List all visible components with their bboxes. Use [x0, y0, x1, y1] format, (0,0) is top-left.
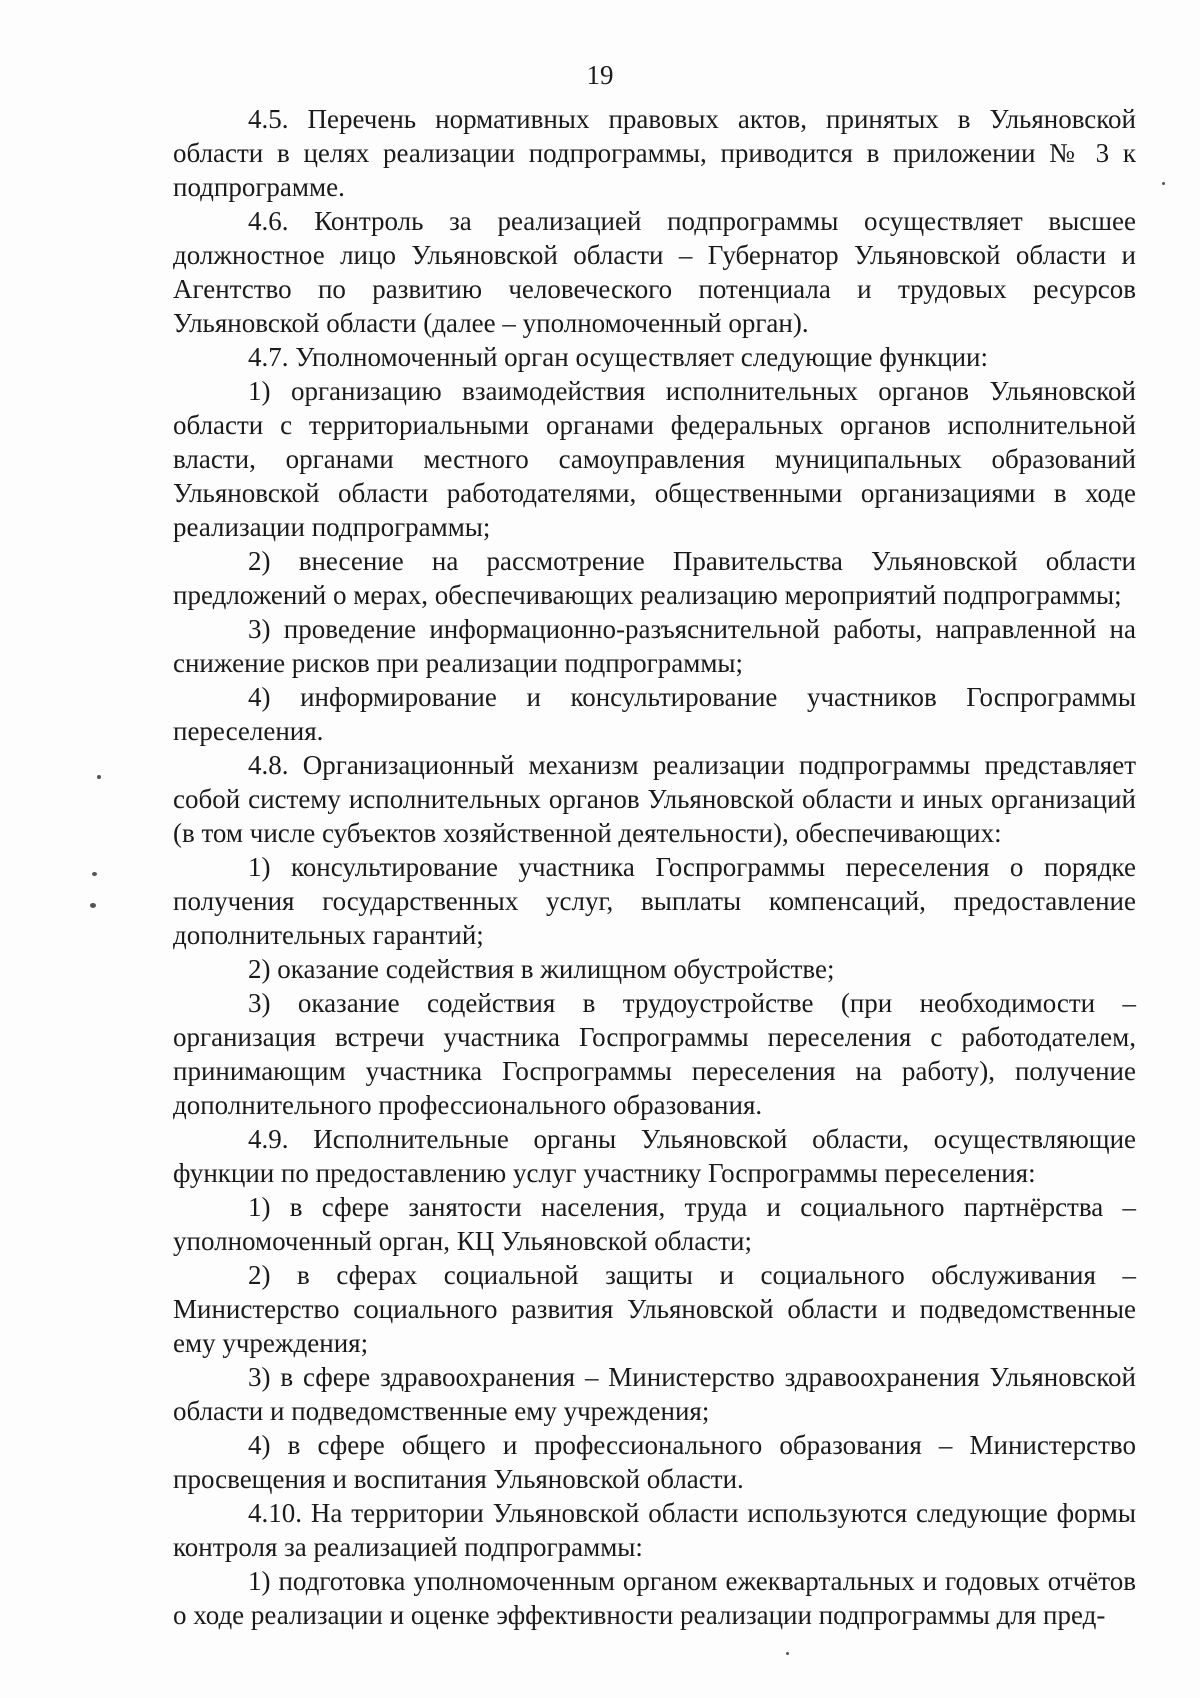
paragraph-4-10: 4.10. На территории Ульяновской области используются следующие формы контроля за реализацией подпрограммы:: [173, 1498, 1136, 1562]
scan-speck: [90, 903, 96, 908]
scan-speck: [92, 872, 97, 876]
scan-speck: [1162, 182, 1165, 185]
page-number: 19: [586, 60, 614, 90]
list-item: 1) в сфере занятости населения, труда и социального партнёрства – уполномоченный орган, КЦ Ульяновской области;: [173, 1192, 1136, 1256]
list-item: 2) в сферах социальной защиты и социального обслуживания – Министерство социального развития Ульяновской области и подведомственные ему учреждения;: [173, 1260, 1136, 1358]
paragraph-4-8: 4.8. Организационный механизм реализации подпрограммы представляет собой систему исполнительных органов Ульяновской области и иных организаций (в том числе субъектов хозяйственной деятельности), обеспечивающих:: [173, 750, 1136, 848]
list-item: 4) информирование и консультирование участников Госпрограммы переселения.: [173, 682, 1136, 746]
paragraph-4-7: 4.7. Уполномоченный орган осуществляет следующие функции:: [248, 342, 988, 372]
list-item: 3) проведение информационно-разъяснительной работы, направленной на снижение рисков при реализации подпрограммы;: [173, 614, 1136, 678]
paragraph-4-9: 4.9. Исполнительные органы Ульяновской области, осуществляющие функции по предоставлению услуг участнику Госпрограммы переселения:: [173, 1124, 1136, 1188]
paragraph-4-5: 4.5. Перечень нормативных правовых актов, принятых в Ульяновской области в целях реализации подпрограммы, приводится в приложении № 3 к подпрограмме.: [173, 104, 1136, 202]
paragraph-4-6: 4.6. Контроль за реализацией подпрограммы осуществляет высшее должностное лицо Ульяновской области – Губернатор Ульяновской области и Агентство по развитию человеческого потенциала и трудовых ресурсов Ульяновской области (далее – уполномоченный орган).: [173, 206, 1136, 338]
list-item: 4) в сфере общего и профессионального образования – Министерство просвещения и воспитания Ульяновской области.: [173, 1430, 1136, 1494]
list-item: 2) оказание содействия в жилищном обустройстве;: [248, 954, 835, 984]
document-body: [173, 102, 1136, 1632]
scan-speck: [786, 1652, 789, 1655]
scan-speck: [97, 775, 101, 779]
list-item: 2) внесение на рассмотрение Правительства Ульяновской области предложений о мерах, обеспечивающих реализацию мероприятий подпрограммы;: [173, 546, 1136, 610]
list-item: 3) в сфере здравоохранения – Министерство здравоохранения Ульяновской области и подведомственные ему учреждения;: [173, 1362, 1136, 1426]
list-item: 1) организацию взаимодействия исполнительных органов Ульяновской области с территориальными органами федеральных органов исполнительной власти, органами местного самоуправления муниципальных образований Ульяновской области работодателями, общественными организациями в ходе реализации подпрограммы;: [173, 376, 1136, 542]
list-item: 3) оказание содействия в трудоустройстве (при необходимости – организация встречи участника Госпрограммы переселения с работодателем, принимающим участника Госпрограммы переселения на работу), получение дополнительного профессионального образования.: [173, 988, 1136, 1120]
list-item: 1) консультирование участника Госпрограммы переселения о порядке получения государственных услуг, выплаты компенсаций, предоставление дополнительных гарантий;: [173, 852, 1136, 950]
list-item: 1) подготовка уполномоченным органом ежеквартальных и годовых отчётов о ходе реализации и оценке эффективности реализации подпрограммы для пред-: [173, 1566, 1136, 1630]
